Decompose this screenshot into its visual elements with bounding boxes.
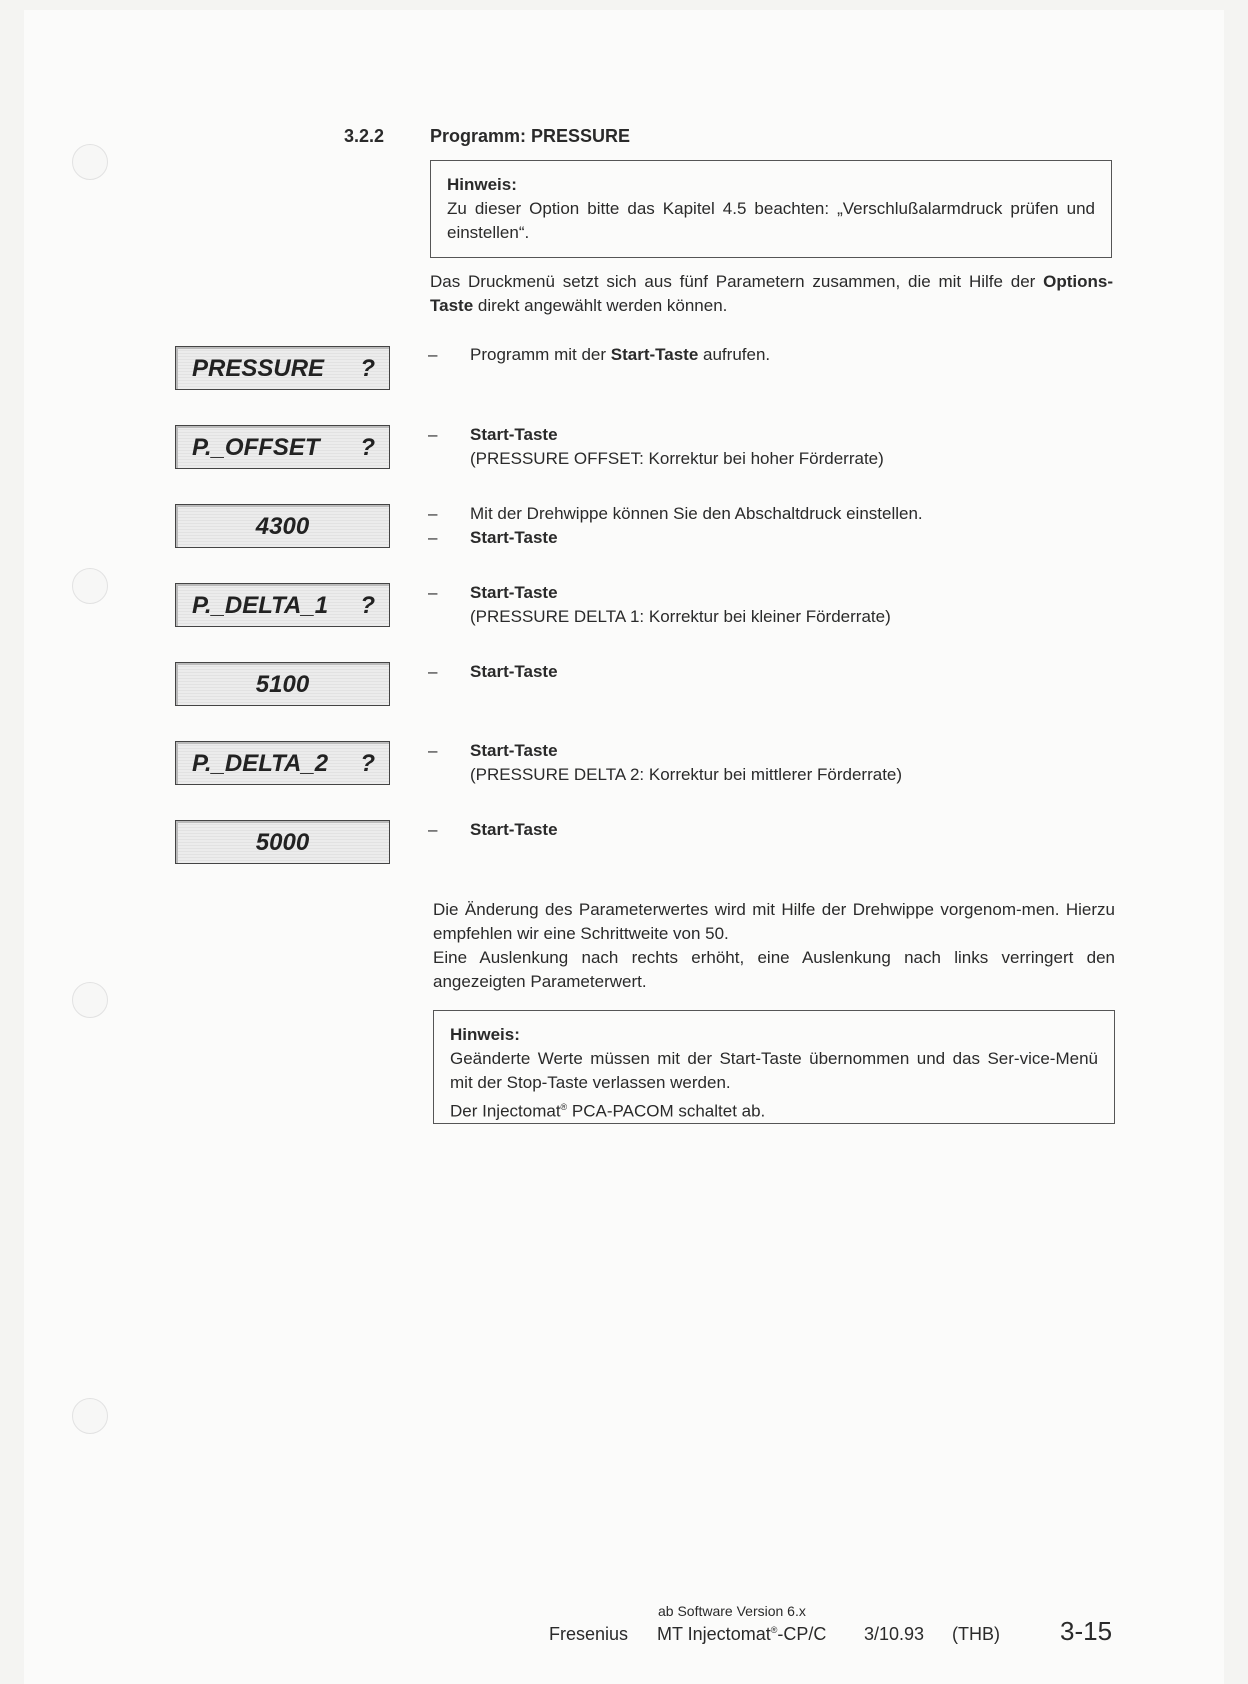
intro-text: direkt angewählt werden können. — [473, 296, 728, 315]
note-title: Hinweis: — [447, 175, 517, 194]
parameter-paragraph — [433, 898, 1115, 994]
punch-hole — [72, 1398, 108, 1434]
note-text-part: PCA-PACOM schaltet ab. — [567, 1101, 766, 1121]
display-suffix: ? — [360, 750, 375, 777]
step-note: (PRESSURE OFFSET: Korrektur bei hoher Förderrate) — [470, 449, 884, 468]
punch-hole — [72, 144, 108, 180]
display-value-text: 5100 — [255, 671, 310, 698]
display-suffix: ? — [360, 434, 375, 461]
punch-hole — [72, 568, 108, 604]
display-value — [175, 820, 390, 864]
note-title: Hinweis: — [450, 1025, 520, 1044]
intro-bold: Options-Taste — [430, 272, 1113, 315]
display-label: P._DELTA_2 — [192, 750, 329, 777]
step-text: aufrufen. — [698, 345, 771, 364]
intro-text: Das Druckmenü setzt sich aus fünf Parametern zusammen, die mit Hilfe der — [430, 272, 1044, 291]
note-text: Zu dieser Option bitte das Kapitel 4.5 beachten: „Verschlußalarmdruck prüfen und einstellen“. — [447, 199, 1095, 242]
display-p-delta-2 — [175, 741, 390, 785]
display-p-delta-1 — [175, 583, 390, 627]
footer-product-model: -CP/C — [777, 1624, 827, 1644]
step-text: Mit der Drehwippe können Sie den Abschaltdruck einstellen. — [470, 504, 923, 523]
display-value-text: 5000 — [255, 829, 310, 856]
display-value-text: 4300 — [255, 513, 310, 540]
section-number: 3.2.2 — [344, 126, 385, 146]
footer-date: 3/10.93 — [864, 1624, 925, 1644]
intro-paragraph — [430, 270, 1113, 318]
step-key: Start-Taste — [470, 583, 558, 602]
paragraph-text: Die Änderung des Parameterwertes wird mit Hilfe der Drehwippe vorgenom-men. Hierzu empfehlen wir eine Schrittweite von 50. — [433, 900, 1115, 943]
note-text-part: Der Injectomat — [450, 1101, 561, 1121]
step-key: Start-Taste — [470, 741, 558, 760]
step-dash: – — [428, 741, 438, 760]
step-key: Start-Taste — [610, 345, 699, 364]
step-note: (PRESSURE DELTA 2: Korrektur bei mittlerer Förderrate) — [470, 765, 903, 784]
note-text: Geänderte Werte müssen mit der Start-Taste übernommen und das Ser-vice-Menü mit der Stop-Taste verlassen werden. — [450, 1049, 1098, 1092]
step-dash: – — [428, 583, 438, 602]
step-key: Start-Taste — [470, 528, 558, 547]
step-note: (PRESSURE DELTA 1: Korrektur bei kleiner Förderrate) — [470, 607, 891, 626]
display-value — [175, 504, 390, 548]
display-value — [175, 662, 390, 706]
note-box — [433, 1010, 1115, 1124]
step-key: Start-Taste — [470, 425, 558, 444]
step-key: Start-Taste — [470, 662, 558, 681]
note-box — [430, 160, 1112, 258]
step-text: Programm mit der — [470, 345, 611, 364]
display-label: P._OFFSET — [192, 434, 320, 461]
step-key: Start-Taste — [470, 820, 558, 839]
step-dash: – — [428, 662, 438, 681]
display-p-offset — [175, 425, 390, 469]
footer-product-name: MT Injectomat — [657, 1624, 771, 1644]
display-label: PRESSURE — [192, 355, 325, 382]
page-number: 3-15 — [1060, 1616, 1113, 1646]
step-dash: – — [428, 425, 438, 444]
display-suffix: ? — [360, 355, 375, 382]
section-title: Programm: PRESSURE — [430, 126, 631, 146]
punch-hole — [72, 982, 108, 1018]
note-text — [450, 1095, 1098, 1124]
paragraph-text: Eine Auslenkung nach rechts erhöht, eine Auslenkung nach links verringert den angezeigten Parameterwert. — [433, 948, 1115, 991]
step-dash: – — [428, 504, 438, 523]
registered-mark: ® — [560, 1102, 568, 1112]
display-label: P._DELTA_1 — [192, 592, 329, 619]
step-dash: – — [428, 345, 438, 364]
footer-author: (THB) — [952, 1624, 1000, 1644]
step-dash: – — [428, 528, 438, 547]
footer-product — [657, 1624, 826, 1645]
registered-mark: ® — [770, 1625, 778, 1635]
footer-version: ab Software Version 6.x — [658, 1603, 806, 1619]
display-pressure — [175, 346, 390, 390]
display-suffix: ? — [360, 592, 375, 619]
step-dash: – — [428, 820, 438, 839]
footer-company: Fresenius — [549, 1624, 629, 1644]
